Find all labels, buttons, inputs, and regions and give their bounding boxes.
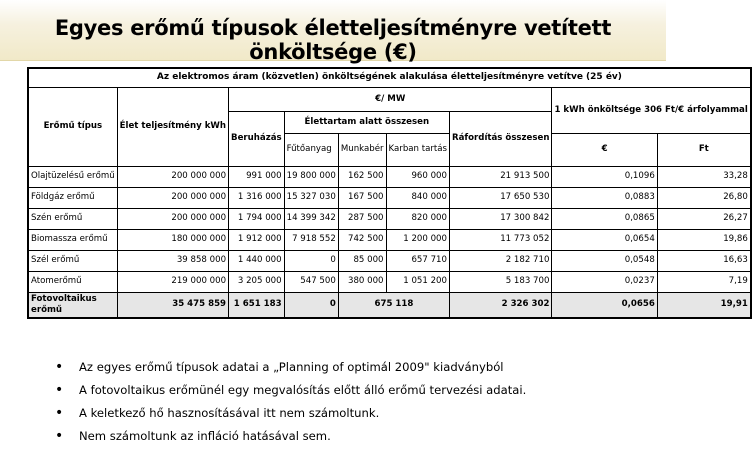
table-row bbox=[28, 229, 751, 250]
header-fuel: Fűtőanyag bbox=[284, 133, 338, 166]
row-type: Szél erőmű bbox=[28, 250, 117, 271]
row-life: 180 000 000 bbox=[117, 229, 228, 250]
header-type: Erőmű típus bbox=[28, 87, 117, 166]
row-invest: 991 000 bbox=[229, 166, 285, 187]
row-type: Szén erőmű bbox=[28, 208, 117, 229]
list-item bbox=[55, 380, 526, 403]
row-labor: 742 500 bbox=[338, 229, 386, 250]
bullet-icon: • bbox=[55, 382, 64, 398]
row-eur: 0,0237 bbox=[552, 271, 657, 292]
row-maint: 960 000 bbox=[386, 166, 449, 187]
row-total: 2 182 710 bbox=[450, 250, 552, 271]
row-ft: 33,28 bbox=[657, 166, 750, 187]
row-maint: 1 200 000 bbox=[386, 229, 449, 250]
row-total: 21 913 500 bbox=[450, 166, 552, 187]
header-ft: Ft bbox=[657, 133, 750, 166]
row-life: 219 000 000 bbox=[117, 271, 228, 292]
row-labor: 380 000 bbox=[338, 271, 386, 292]
note-text: Az egyes erőmű típusok adatai a „Planning of optimál 2009" kiadványból bbox=[79, 360, 504, 374]
bullet-icon: • bbox=[55, 428, 64, 444]
row-total: 11 773 052 bbox=[450, 229, 552, 250]
header-labor: Munkabér bbox=[338, 133, 386, 166]
header-lifetime-total: Élettartam alatt összesen bbox=[284, 111, 449, 133]
row-fuel: 547 500 bbox=[284, 271, 338, 292]
row-total: 17 650 530 bbox=[450, 187, 552, 208]
row-labor: 162 500 bbox=[338, 166, 386, 187]
row-total: 2 326 302 bbox=[450, 292, 552, 318]
row-total: 17 300 842 bbox=[450, 208, 552, 229]
row-fuel: 19 800 000 bbox=[284, 166, 338, 187]
title-bar bbox=[0, 0, 666, 64]
note-text: A fotovoltaikus erőmünél egy megvalósítás előtt álló erőmű tervezési adatai. bbox=[79, 383, 527, 397]
header-cost-total: Ráfordítás összesen bbox=[450, 111, 552, 166]
row-type: Biomassza erőmű bbox=[28, 229, 117, 250]
row-life: 200 000 000 bbox=[117, 187, 228, 208]
row-life: 39 858 000 bbox=[117, 250, 228, 271]
row-ft: 7,19 bbox=[657, 271, 750, 292]
table-row-photovoltaic bbox=[28, 292, 751, 318]
row-eur: 0,0865 bbox=[552, 208, 657, 229]
row-eur: 0,0883 bbox=[552, 187, 657, 208]
note-text: A keletkező hő hasznosításával itt nem számoltunk. bbox=[79, 406, 380, 420]
row-ft: 19,91 bbox=[657, 292, 750, 318]
header-eur-mw: €/ MW bbox=[229, 87, 552, 111]
row-fuel: 7 918 552 bbox=[284, 229, 338, 250]
row-invest: 3 205 000 bbox=[229, 271, 285, 292]
row-ft: 16,63 bbox=[657, 250, 750, 271]
row-maint: 840 000 bbox=[386, 187, 449, 208]
notes-list bbox=[55, 357, 526, 449]
row-invest: 1 440 000 bbox=[229, 250, 285, 271]
row-fuel: 15 327 030 bbox=[284, 187, 338, 208]
row-eur: 0,1096 bbox=[552, 166, 657, 187]
row-fuel: 14 399 342 bbox=[284, 208, 338, 229]
row-labor: 167 500 bbox=[338, 187, 386, 208]
row-maint: 820 000 bbox=[386, 208, 449, 229]
row-eur: 0,0654 bbox=[552, 229, 657, 250]
header-unit-cost: 1 kWh önköltsége 306 Ft/€ árfolyammal bbox=[552, 87, 751, 133]
row-invest: 1 794 000 bbox=[229, 208, 285, 229]
row-total: 5 183 700 bbox=[450, 271, 552, 292]
bullet-icon: • bbox=[55, 405, 64, 421]
row-labor-maint: 675 118 bbox=[338, 292, 449, 318]
header-invest: Beruházás bbox=[229, 111, 285, 166]
table-row bbox=[28, 271, 751, 292]
table-row bbox=[28, 187, 751, 208]
row-fuel: 0 bbox=[284, 292, 338, 318]
row-eur: 0,0548 bbox=[552, 250, 657, 271]
header-maint: Karban tartás bbox=[386, 133, 449, 166]
list-item bbox=[55, 403, 526, 426]
row-fuel: 0 bbox=[284, 250, 338, 271]
row-type: Olajtüzelésű erőmű bbox=[28, 166, 117, 187]
row-life: 200 000 000 bbox=[117, 166, 228, 187]
list-item bbox=[55, 426, 526, 449]
row-maint: 657 710 bbox=[386, 250, 449, 271]
table-caption: Az elektromos áram (közvetlen) önköltségének alakulása életteljesítményre vetítve (25 év) bbox=[28, 68, 751, 87]
header-eur: € bbox=[552, 133, 657, 166]
row-type: Atomerőmű bbox=[28, 271, 117, 292]
page-title: Egyes erőmű típusok életteljesítményre vetített önköltsége (€) bbox=[54, 16, 612, 64]
table-row bbox=[28, 166, 751, 187]
row-ft: 26,27 bbox=[657, 208, 750, 229]
row-ft: 26,80 bbox=[657, 187, 750, 208]
list-item bbox=[55, 357, 526, 380]
row-labor: 85 000 bbox=[338, 250, 386, 271]
row-invest: 1 316 000 bbox=[229, 187, 285, 208]
header-life: Élet teljesítmény kWh bbox=[117, 87, 228, 166]
table-row bbox=[28, 250, 751, 271]
row-type: Fotovoltaikus erőmű bbox=[28, 292, 117, 318]
row-maint: 1 051 200 bbox=[386, 271, 449, 292]
row-type: Földgáz erőmű bbox=[28, 187, 117, 208]
row-eur: 0,0656 bbox=[552, 292, 657, 318]
row-invest: 1 651 183 bbox=[229, 292, 285, 318]
cost-table bbox=[27, 67, 752, 319]
note-text: Nem számoltunk az infláció hatásával sem. bbox=[79, 429, 331, 443]
row-life: 35 475 859 bbox=[117, 292, 228, 318]
row-life: 200 000 000 bbox=[117, 208, 228, 229]
row-invest: 1 912 000 bbox=[229, 229, 285, 250]
bullet-icon: • bbox=[55, 359, 64, 375]
table-row bbox=[28, 208, 751, 229]
row-ft: 19,86 bbox=[657, 229, 750, 250]
row-labor: 287 500 bbox=[338, 208, 386, 229]
